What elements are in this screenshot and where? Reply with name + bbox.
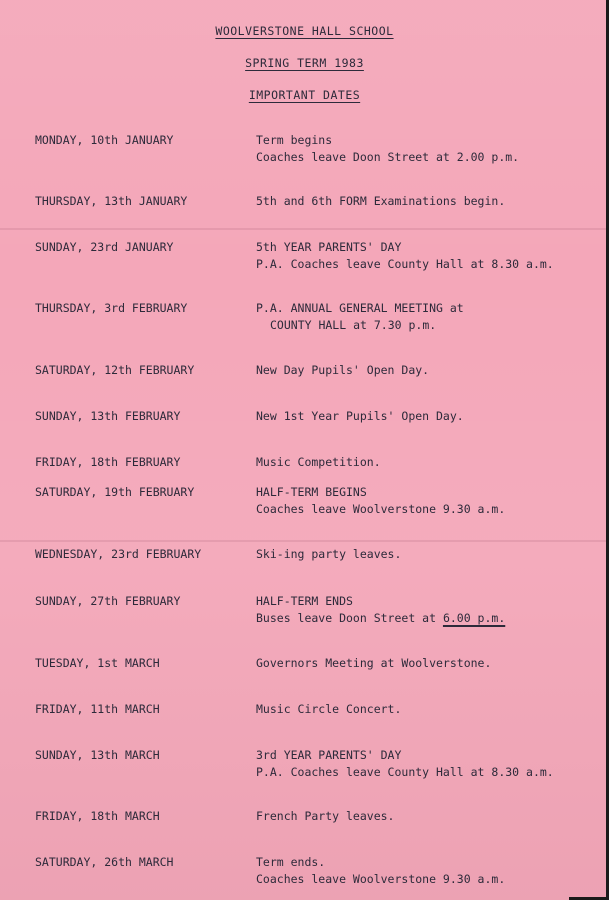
entry-detail-line bbox=[256, 610, 505, 627]
underlined-time: 6.00 p.m. bbox=[442, 611, 506, 625]
entry-detail-line: Coaches leave Woolverstone 9.30 a.m. bbox=[256, 872, 506, 886]
section-title: IMPORTANT DATES bbox=[248, 88, 361, 102]
entry-details bbox=[256, 701, 401, 718]
entry-details bbox=[256, 854, 505, 888]
entry-details bbox=[256, 193, 505, 210]
entry-date: FRIDAY, 11th MARCH bbox=[35, 702, 160, 716]
entry-date: FRIDAY, 18th FEBRUARY bbox=[35, 455, 181, 469]
entry-details bbox=[256, 300, 464, 334]
paper-fold-line bbox=[0, 228, 609, 230]
entry-details bbox=[256, 747, 554, 781]
entry-date: SATURDAY, 12th FEBRUARY bbox=[35, 363, 195, 377]
entry-details bbox=[256, 408, 464, 425]
entry-detail-line: Coaches leave Doon Street at 2.00 p.m. bbox=[256, 150, 520, 164]
entry-details bbox=[256, 484, 505, 518]
entry-detail-line: Coaches leave Woolverstone 9.30 a.m. bbox=[256, 502, 506, 516]
entry-details bbox=[256, 546, 401, 563]
entry-date: SUNDAY, 27th FEBRUARY bbox=[35, 594, 181, 608]
entry-detail-line: 3rd YEAR PARENTS' DAY bbox=[256, 748, 402, 762]
entry-date: SATURDAY, 26th MARCH bbox=[35, 855, 174, 869]
entry-detail-line: HALF-TERM ENDS bbox=[256, 594, 353, 608]
entry-date: FRIDAY, 18th MARCH bbox=[35, 809, 160, 823]
entry-detail-line: Music Competition. bbox=[256, 455, 381, 469]
entry-detail-line: HALF-TERM BEGINS bbox=[256, 485, 367, 499]
entry-date: SUNDAY, 13th MARCH bbox=[35, 748, 160, 762]
entry-details bbox=[256, 655, 491, 672]
entry-detail-line: New Day Pupils' Open Day. bbox=[256, 363, 430, 377]
entry-details bbox=[256, 593, 505, 627]
school-title: WOOLVERSTONE HALL SCHOOL bbox=[215, 24, 394, 38]
entry-detail-line: Music Circle Concert. bbox=[256, 702, 402, 716]
entry-details bbox=[256, 454, 381, 471]
entry-detail-line: P.A. Coaches leave County Hall at 8.30 a.m. bbox=[256, 257, 554, 271]
entry-date: MONDAY, 10th JANUARY bbox=[35, 133, 174, 147]
entry-date: THURSDAY, 3rd FEBRUARY bbox=[35, 301, 188, 315]
entry-details bbox=[256, 132, 519, 166]
entry-detail-line: 5th YEAR PARENTS' DAY bbox=[256, 240, 402, 254]
entry-detail-line: COUNTY HALL at 7.30 p.m. bbox=[270, 318, 437, 332]
entry-date: SUNDAY, 13th FEBRUARY bbox=[35, 409, 181, 423]
entry-detail-line: Ski-ing party leaves. bbox=[256, 547, 402, 561]
entry-detail-line: P.A. ANNUAL GENERAL MEETING at bbox=[256, 301, 464, 315]
entry-date: SATURDAY, 19th FEBRUARY bbox=[35, 485, 195, 499]
entry-details bbox=[256, 239, 554, 273]
entry-detail-text: Buses leave Doon Street at bbox=[256, 611, 443, 625]
entry-detail-line: French Party leaves. bbox=[256, 809, 395, 823]
entry-details bbox=[256, 362, 429, 379]
entry-detail-line: New 1st Year Pupils' Open Day. bbox=[256, 409, 464, 423]
entry-date: SUNDAY, 23rd JANUARY bbox=[35, 240, 174, 254]
term-title: SPRING TERM 1983 bbox=[245, 56, 364, 70]
entry-detail-line: Term begins bbox=[256, 133, 333, 147]
entry-detail-line: Governors Meeting at Woolverstone. bbox=[256, 656, 492, 670]
entry-detail-line: P.A. Coaches leave County Hall at 8.30 a.m. bbox=[256, 765, 554, 779]
entry-detail-line: Term ends. bbox=[256, 855, 326, 869]
entry-detail-line: 5th and 6th FORM Examinations begin. bbox=[256, 194, 506, 208]
paper-fold-line bbox=[0, 540, 609, 542]
entry-date: WEDNESDAY, 23rd FEBRUARY bbox=[35, 547, 202, 561]
entry-date: TUESDAY, 1st MARCH bbox=[35, 656, 160, 670]
entry-details bbox=[256, 808, 394, 825]
entry-date: THURSDAY, 13th JANUARY bbox=[35, 194, 188, 208]
